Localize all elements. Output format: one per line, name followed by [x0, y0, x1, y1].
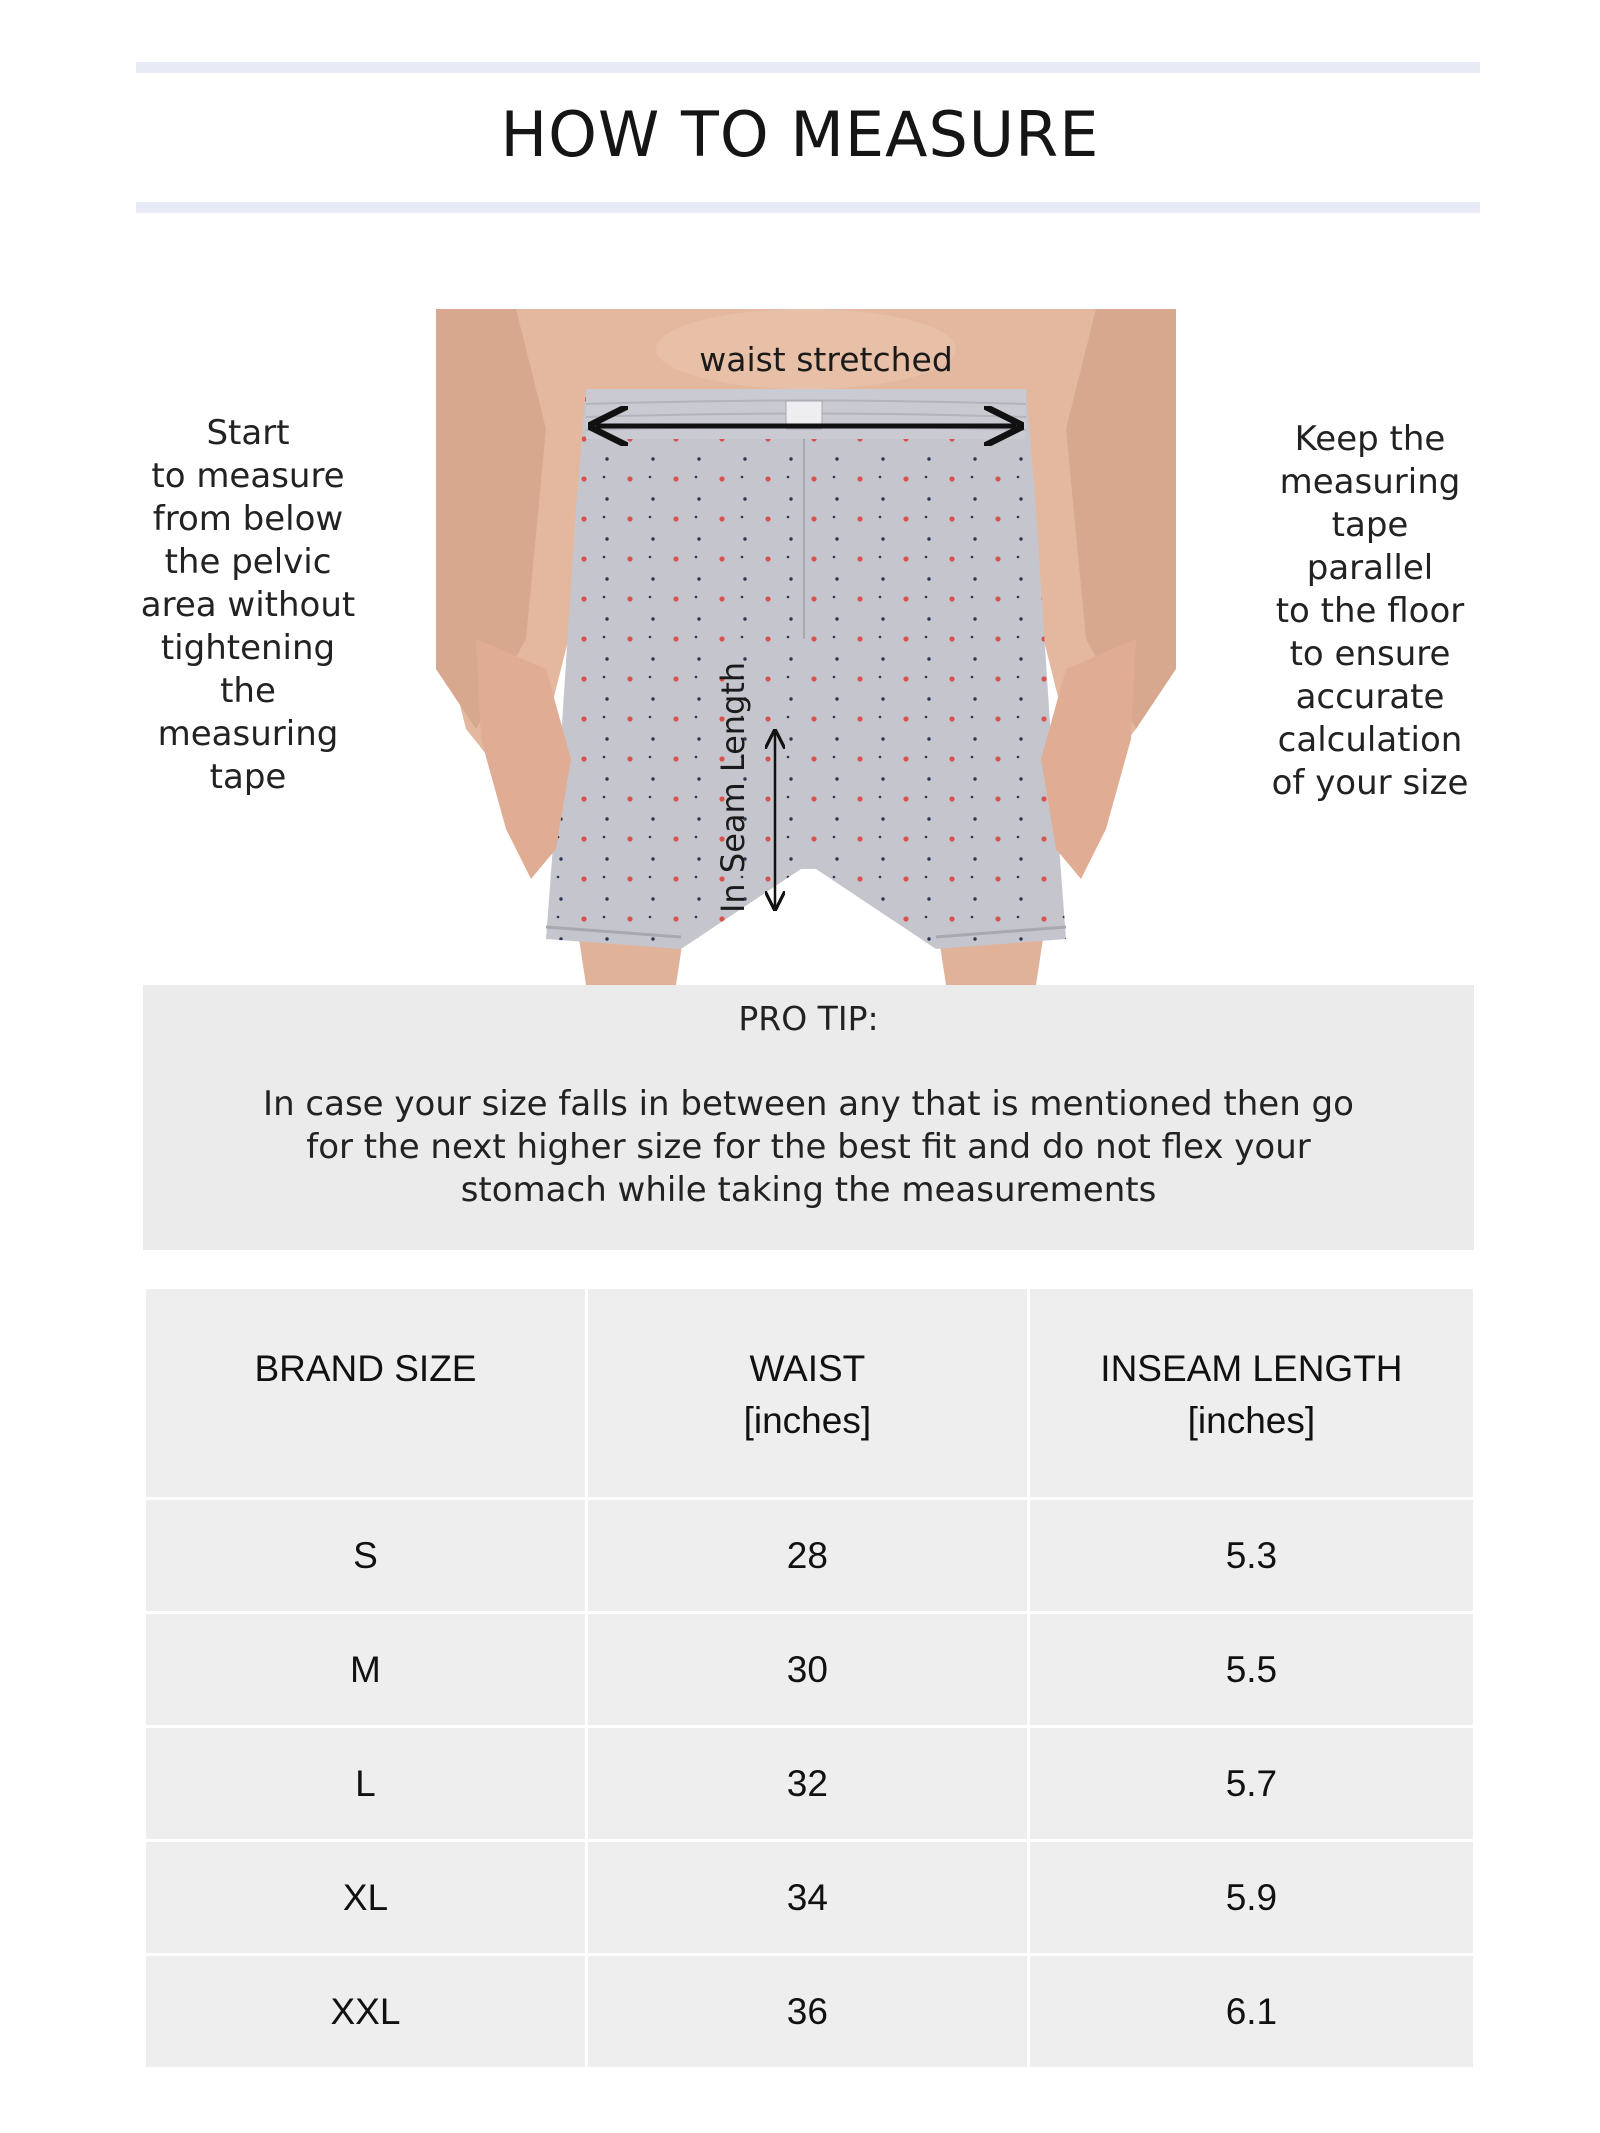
top-rule: [136, 62, 1480, 73]
inseam-cell: 5.3: [1028, 1499, 1474, 1613]
header-inseam: [1028, 1288, 1474, 1499]
inseam-cell: 5.9: [1028, 1841, 1474, 1955]
header-waist-unit: [inches]: [743, 1400, 872, 1441]
header-waist: [586, 1288, 1028, 1499]
boxer-shorts: [546, 389, 1066, 949]
size-cell: L: [145, 1727, 587, 1841]
table-header-row: [145, 1288, 1475, 1499]
table-row: [145, 1727, 1475, 1841]
waist-cell: 34: [586, 1841, 1028, 1955]
shorts-illustration: [436, 309, 1176, 985]
pro-tip-text: In case your size falls in between any that is mentioned then go for the next higher size for the best fit and do not flex your stomach while taking the measurements: [263, 1084, 1354, 1210]
table-row: [145, 1841, 1475, 1955]
pro-tip-panel: [143, 985, 1474, 1250]
size-cell: XXL: [145, 1955, 587, 2069]
inseam-cell: 5.5: [1028, 1613, 1474, 1727]
waist-label: waist stretched: [699, 340, 953, 379]
waist-cell: 32: [586, 1727, 1028, 1841]
table-row: [145, 1613, 1475, 1727]
header-brand-size-label: BRAND SIZE: [254, 1348, 477, 1389]
pro-tip-heading: PRO TIP:: [738, 999, 879, 1038]
inseam-label: In Seam Length: [714, 661, 752, 913]
left-instruction: Start to measure from below the pelvic area without tightening the measuring tape: [140, 413, 356, 797]
waist-cell: 30: [586, 1613, 1028, 1727]
bottom-rule: [136, 202, 1480, 213]
right-instruction: Keep the measuring tape parallel to the floor to ensure accurate calculation of your size: [1271, 419, 1469, 803]
size-cell: S: [145, 1499, 587, 1613]
page-title: HOW TO MEASURE: [500, 98, 1100, 171]
table-row: [145, 1955, 1475, 2069]
waist-cell: 36: [586, 1955, 1028, 2069]
size-cell: M: [145, 1613, 587, 1727]
size-chart-table: [143, 1286, 1476, 2070]
header-inseam-unit: [inches]: [1187, 1400, 1316, 1441]
header-waist-label: WAIST: [749, 1348, 866, 1389]
inseam-cell: 6.1: [1028, 1955, 1474, 2069]
header-brand-size: [145, 1288, 587, 1499]
size-cell: XL: [145, 1841, 587, 1955]
waist-cell: 28: [586, 1499, 1028, 1613]
inseam-cell: 5.7: [1028, 1727, 1474, 1841]
table-row: [145, 1499, 1475, 1613]
header-inseam-label: INSEAM LENGTH: [1100, 1348, 1403, 1389]
